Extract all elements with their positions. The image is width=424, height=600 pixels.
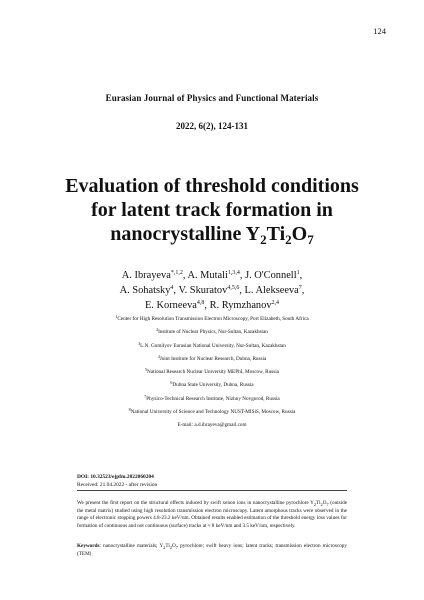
author-affiliation-mark: *,1,2 bbox=[170, 270, 183, 276]
author-name: E. Korneeva bbox=[144, 300, 197, 311]
author bbox=[178, 285, 244, 296]
journal-issue: 2022, 6(2), 124-131 bbox=[176, 121, 248, 131]
affiliation-text: Center for High Resolution Transmission Electron Microscopy, Port Elizabeth, South Africa bbox=[117, 316, 309, 322]
affiliations bbox=[40, 313, 384, 419]
keywords-text: O bbox=[172, 543, 176, 549]
author-separator: , bbox=[299, 270, 303, 281]
author bbox=[122, 270, 188, 281]
corresponding-email: E-mail: a.d.ibrayeva@gmail.com bbox=[177, 422, 247, 429]
title-text: Ti bbox=[266, 223, 286, 245]
affiliation-text: Dubna State University, Dubna, Russia bbox=[172, 382, 254, 389]
affiliation-item bbox=[40, 393, 384, 406]
doi-line bbox=[77, 474, 157, 482]
affiliation-text: Physico-Technical Research Institute, Nizhny Novgorod, Russia bbox=[146, 395, 280, 402]
affiliation-number: 1 bbox=[115, 314, 118, 319]
title-text: nanocrystalline Y bbox=[110, 223, 261, 245]
affiliation-item bbox=[40, 406, 384, 419]
title-subscript: 2 bbox=[260, 232, 267, 247]
author-separator: , bbox=[173, 285, 179, 296]
title-line-3 bbox=[40, 222, 384, 246]
affiliation-text: National University of Science and Technology NUST-MISiS, Moscow, Russia bbox=[130, 409, 296, 416]
author-separator: , bbox=[182, 270, 188, 281]
doi-label: DOI: bbox=[77, 474, 89, 480]
keywords-text: pyrochlore; swift heavy ions; latent tracks; transmission electron microscopy (TEM) bbox=[77, 543, 347, 558]
author-affiliation-mark: 1 bbox=[296, 270, 300, 276]
author-affiliation-mark: 4,5,6 bbox=[227, 285, 240, 291]
title-line-1: Evaluation of threshold conditions bbox=[65, 175, 359, 197]
author-name: J. O'Connell bbox=[245, 270, 297, 281]
title-text: O bbox=[291, 223, 308, 245]
doi-value: 10.32523/ejpfm.2022060204 bbox=[90, 474, 154, 480]
author-separator: , bbox=[239, 285, 245, 296]
author-name: R. Rymzhanov bbox=[209, 300, 272, 311]
author-separator: , bbox=[239, 270, 246, 281]
affiliation-number: 7 bbox=[144, 393, 147, 399]
affiliation-item bbox=[40, 366, 384, 379]
page-number: 124 bbox=[373, 26, 386, 36]
author-affiliation-mark: 4,8 bbox=[196, 300, 205, 306]
affiliation-text: Joint Institute for Nuclear Research, Dubna, Russia bbox=[159, 355, 267, 362]
author-name: A. Sohatsky bbox=[119, 285, 171, 296]
author bbox=[120, 285, 179, 296]
title-subscript: 7 bbox=[307, 232, 314, 247]
author-name: L. Alekseeva bbox=[244, 285, 299, 296]
abstract bbox=[77, 500, 347, 530]
abstract-text: O bbox=[322, 500, 327, 506]
received-date: Received: 21.04.2022 - after revision bbox=[77, 481, 158, 488]
affiliation-text: Institute of Nuclear Physics, Nur-Sultan, Kazakhstan bbox=[158, 329, 268, 336]
affiliation-number: 2 bbox=[156, 327, 159, 333]
author bbox=[187, 270, 245, 281]
abstract-subscript: 7 bbox=[326, 502, 329, 508]
journal-name: Eurasian Journal of Physics and Functional Materials bbox=[105, 93, 319, 103]
keywords-subscript: 2 bbox=[169, 545, 173, 551]
affiliation-text: L.N. Gumilyov Eurasian National University, Nur-Sultan, Kazakhstan bbox=[140, 342, 286, 349]
affiliation-item bbox=[40, 340, 384, 353]
affiliation-number: 4 bbox=[157, 353, 160, 359]
affiliation-item bbox=[40, 313, 384, 326]
paper-title bbox=[40, 174, 384, 246]
section-divider bbox=[77, 490, 347, 491]
keywords-label: Keywords bbox=[77, 543, 100, 549]
affiliation-text: National Research Nuclear University MEPhI, Moscow, Russia bbox=[147, 369, 279, 376]
author bbox=[210, 300, 279, 311]
author-affiliation-mark: 7 bbox=[298, 285, 302, 291]
abstract-text: We present the first report on the structural effects induced by swift xenon ions in nanocrystalline pyrochlore Y bbox=[77, 500, 314, 506]
abstract-subscript: 2 bbox=[320, 502, 323, 508]
author bbox=[245, 270, 302, 281]
abstract-text: Ti bbox=[316, 500, 321, 506]
author-separator: , bbox=[301, 285, 305, 296]
author-separator: , bbox=[204, 300, 210, 311]
author bbox=[245, 285, 305, 296]
affiliation-item bbox=[40, 326, 384, 339]
affiliation-list bbox=[40, 313, 384, 433]
author-affiliation-mark: 4 bbox=[170, 285, 174, 291]
author-list bbox=[60, 268, 364, 313]
author-name: A. Ibrayeva bbox=[121, 270, 171, 281]
author bbox=[145, 300, 210, 311]
keywords bbox=[77, 543, 347, 558]
keywords-text: Ti bbox=[165, 543, 170, 549]
author-affiliation-mark: 1,3,4 bbox=[227, 270, 240, 276]
author-name: V. Skuratov bbox=[178, 285, 228, 296]
keywords-subscript: 2 bbox=[163, 545, 166, 551]
affiliation-number: 6 bbox=[170, 380, 173, 386]
doi-block bbox=[77, 474, 157, 489]
affiliation-number: 3 bbox=[138, 340, 141, 346]
author-name: A. Mutali bbox=[187, 270, 228, 281]
abstract-text: (outside the metal matrix) studied using high resolution transmission electron microscopy. Latent amorphous tracks were observed in the range of electronic stopping powers 4.8-23.2 keV/nm. Obtained results enabled estimation of the threshold energy loss values for formation of continuous and not continuous (surface) tracks at ≈ 8 keV/nm and 3.5 keV/nm, respectively. bbox=[77, 500, 347, 529]
keywords-subscript: 7 bbox=[175, 545, 178, 551]
title-line-2: for latent track formation in bbox=[91, 199, 333, 221]
affiliation-item bbox=[40, 353, 384, 366]
author-affiliation-mark: 2,4 bbox=[271, 300, 280, 306]
title-subscript: 2 bbox=[285, 232, 292, 247]
affiliation-number: 5 bbox=[145, 367, 148, 373]
abstract-subscript: 2 bbox=[313, 502, 317, 508]
affiliation-item bbox=[40, 379, 384, 392]
keywords-text: : nanocrystalline materials; Y bbox=[99, 543, 164, 549]
affiliation-number: 8 bbox=[128, 407, 131, 413]
